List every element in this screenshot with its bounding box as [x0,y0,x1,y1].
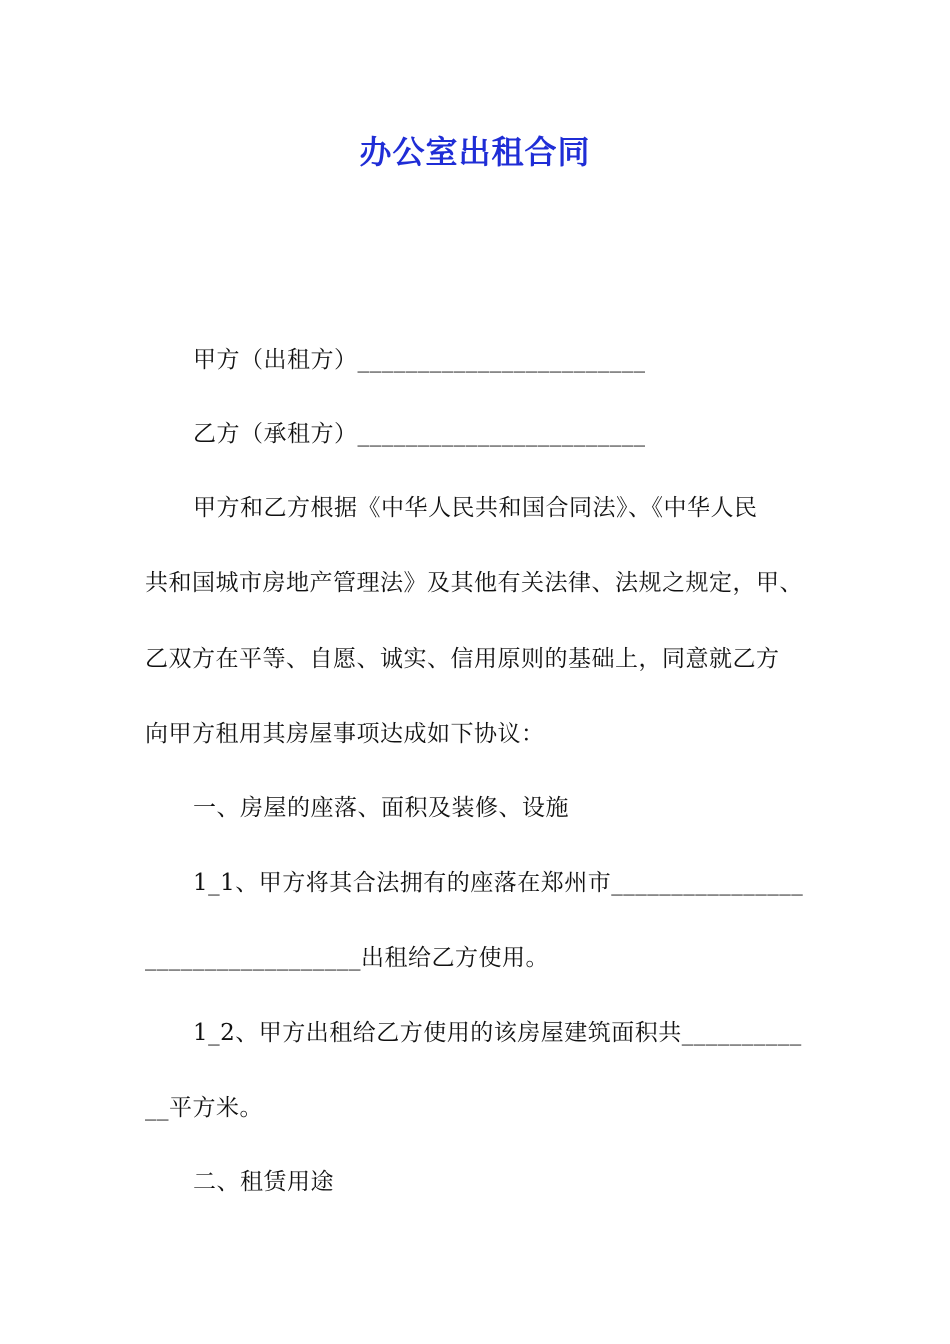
clause-1-2-line-1: 1_2、甲方出租给乙方使用的该房屋建筑面积共__________ [193,1020,802,1046]
clause-1-2-line-2: __平方米。 [145,1095,263,1121]
section-1-heading: 一、房屋的座落、面积及装修、设施 [193,795,569,821]
preamble-line-2: 共和国城市房地产管理法》及其他有关法律、法规之规定，甲、 [145,570,803,596]
preamble-line-3: 乙双方在平等、自愿、诚实、信用原则的基础上，同意就乙方 [145,646,780,672]
preamble-line-1: 甲方和乙方根据《中华人民共和国合同法》、《中华人民 [193,495,758,521]
party-a-line: 甲方（出租方）________________________ [193,347,646,373]
clause-1-1-line-2: __________________出租给乙方使用。 [145,945,549,971]
document-title: 办公室出租合同 [359,133,591,171]
preamble-line-4: 向甲方租用其房屋事项达成如下协议： [145,721,545,747]
section-2-heading: 二、租赁用途 [193,1169,334,1195]
clause-1-1-line-1: 1_1、甲方将其合法拥有的座落在郑州市________________ [193,870,804,896]
party-b-line: 乙方（承租方）________________________ [193,421,646,447]
